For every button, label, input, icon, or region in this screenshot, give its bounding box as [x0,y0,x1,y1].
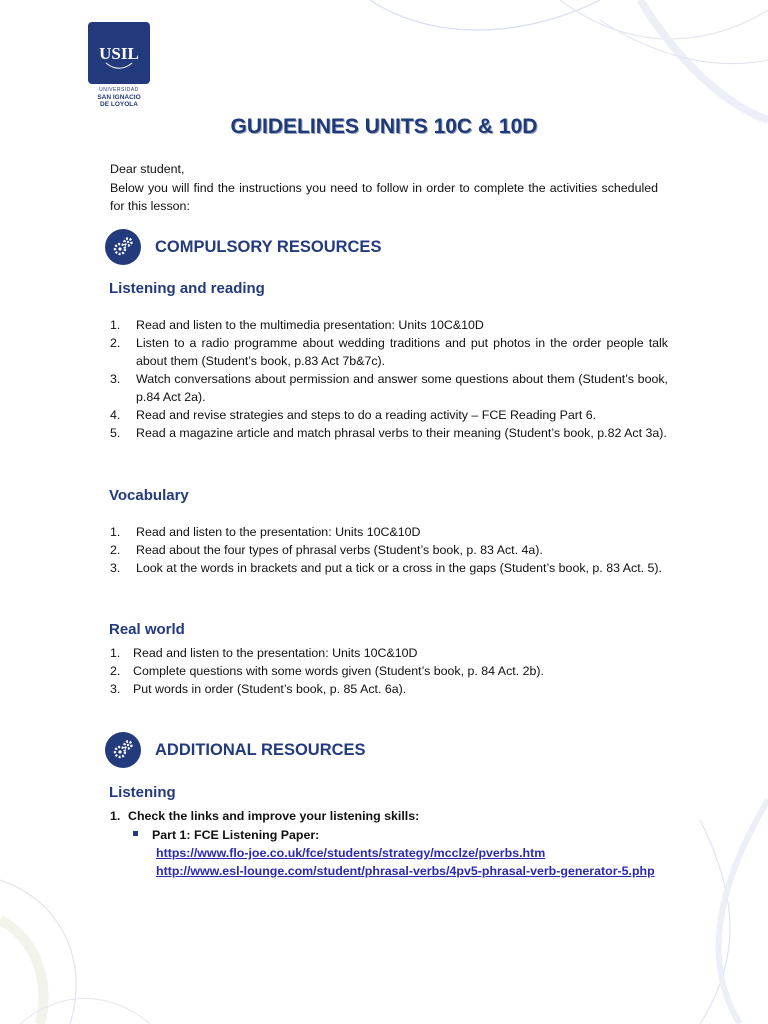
link-flo-joe[interactable]: https://www.flo-joe.co.uk/fce/students/strategy/mcclze/pverbs.htm [156,846,546,860]
list-item [110,644,668,662]
gears-icon [105,732,141,768]
list-item [110,807,668,825]
item-text: Read and listen to the multimedia presentation: Units 10C&10D [136,318,484,332]
intro-text: Below you will find the instructions you need to follow in order to complete the activities scheduled for this lesson: [110,181,658,213]
list-item [110,541,668,559]
bullet-item [133,826,319,844]
logo-mark [88,22,150,84]
list-item [110,559,668,577]
logo-caption-line1: SAN IGNACIO [97,94,141,101]
item-text: Read and listen to the presentation: Units 10C&10D [133,646,418,660]
logo-caption [86,87,152,108]
item-number: 3. [110,682,121,696]
list-item [110,316,668,334]
greeting: Dear student, [110,162,185,176]
item-number: 1. [110,809,121,823]
item-text: Read and listen to the presentation: Units 10C&10D [136,525,421,539]
item-number: 4. [110,408,121,422]
item-text: Check the links and improve your listening skills: [128,809,420,823]
list-item [110,370,668,406]
additional-section-header [105,732,366,768]
item-number: 1. [110,318,121,332]
vocabulary-heading: Vocabulary [109,487,189,504]
logo-caption-small: UNIVERSIDAD [99,87,139,93]
additional-heading: ADDITIONAL RESOURCES [155,740,366,759]
item-text: Read about the four types of phrasal verbs (Student’s book, p. 83 Act. 4a). [136,543,543,557]
item-number: 2. [110,664,121,678]
item-text: Complete questions with some words given (Student’s book, p. 84 Act. 2b). [133,664,544,678]
item-text: Listen to a radio programme about wedding traditions and put photos in the order people talk about them (Student’s book, p.83 Act 7b&7c). [136,336,668,368]
item-number: 1. [110,525,121,539]
logo-mark-text: USIL [99,44,139,63]
list-item [110,334,668,370]
vocabulary-list [110,523,668,577]
compulsory-section-header [105,229,381,265]
university-logo [86,22,152,108]
item-number: 2. [110,336,121,350]
real-world-heading: Real world [109,621,185,638]
item-text: Look at the words in brackets and put a tick or a cross in the gaps (Student’s book, p. 83 Act. 5). [136,561,662,575]
list-item [110,662,668,680]
list-item [110,406,668,424]
item-number: 3. [110,372,121,386]
real-world-list [110,644,668,698]
item-number: 1. [110,646,121,660]
item-text: Put words in order (Student’s book, p. 85 Act. 6a). [133,682,407,696]
listening-heading: Listening [109,784,176,801]
item-text: Watch conversations about permission and answer some questions about them (Student’s book, p.84 Act 2a). [136,372,668,404]
list-item [110,523,668,541]
listening-reading-heading: Listening and reading [109,280,265,297]
item-number: 5. [110,426,121,440]
item-number: 3. [110,561,121,575]
bullet-text: Part 1: FCE Listening Paper: [152,828,320,842]
additional-listening-list [110,807,668,825]
gears-icon [105,229,141,265]
compulsory-heading: COMPULSORY RESOURCES [155,237,382,256]
square-bullet-icon [133,831,138,836]
item-text: Read a magazine article and match phrasal verbs to their meaning (Student’s book, p.82 Act 3a). [136,426,667,440]
item-text: Read and revise strategies and steps to do a reading activity – FCE Reading Part 6. [136,408,597,422]
list-item [110,424,668,442]
item-number: 2. [110,543,121,557]
listening-reading-list [110,316,668,442]
page-title: GUIDELINES UNITS 10C & 10D [230,115,538,138]
list-item [110,680,668,698]
link-esl-lounge[interactable]: http://www.esl-lounge.com/student/phrasal-verbs/4pv5-phrasal-verb-generator-5.php [156,864,655,878]
logo-caption-line2: DE LOYOLA [100,101,138,108]
